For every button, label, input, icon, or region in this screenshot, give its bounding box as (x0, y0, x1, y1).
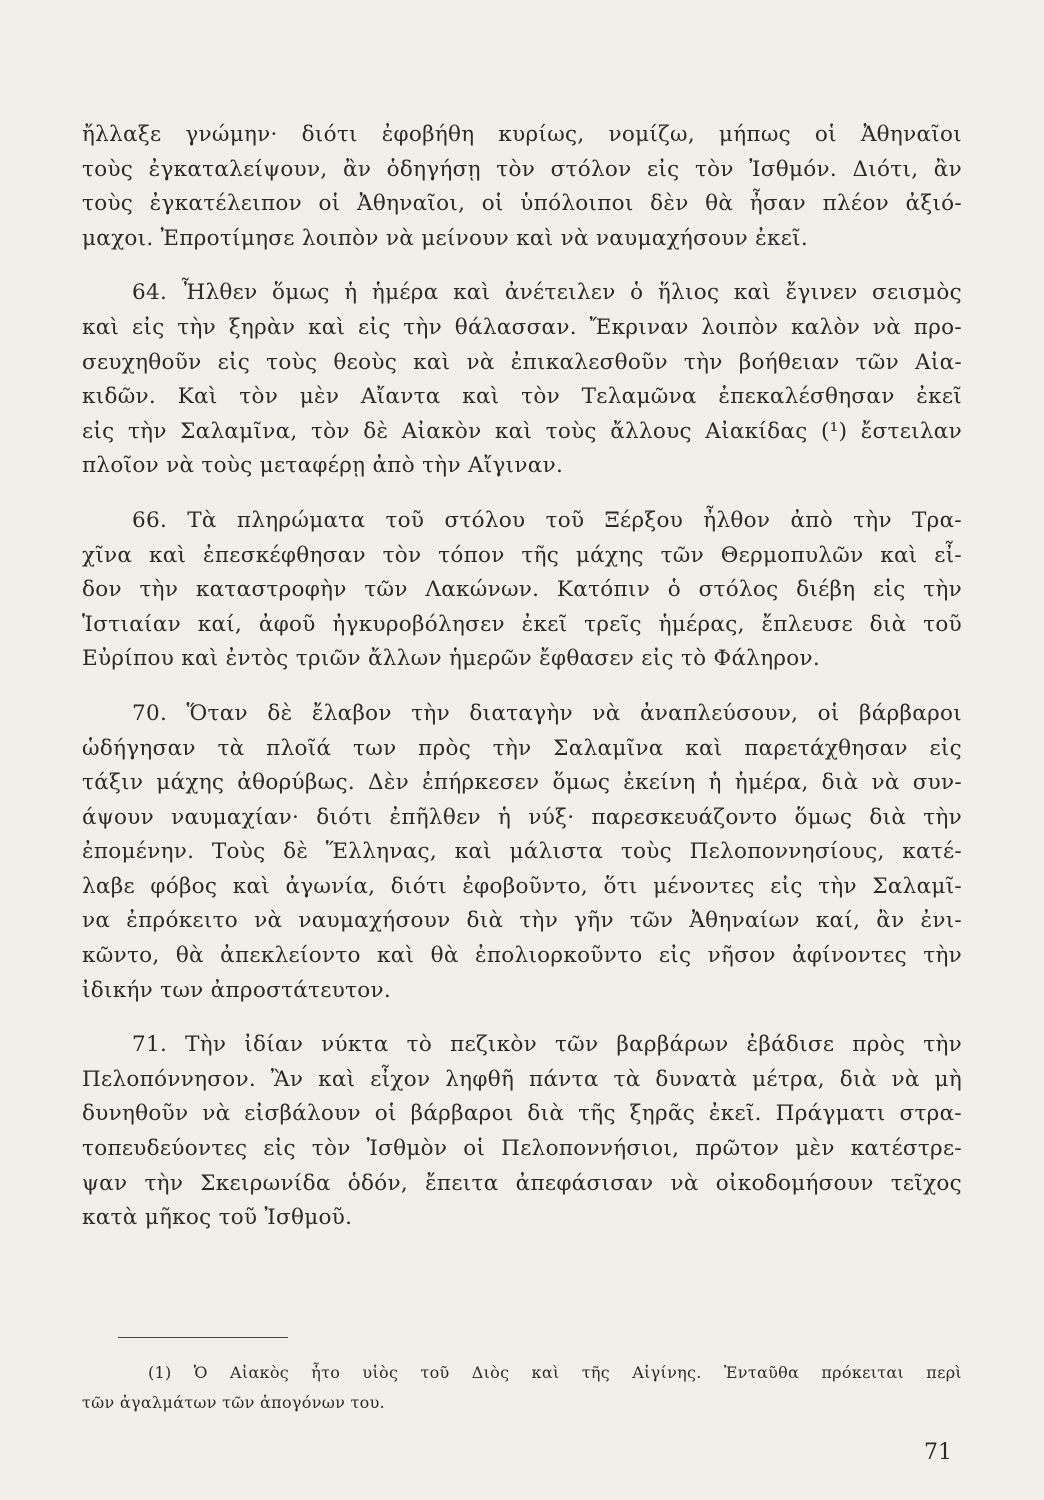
footnote (82, 1358, 962, 1418)
text-line: δυνηθοῦν νὰ εἰσβάλουν οἱ βάρβαροι διὰ τῆς ξηρᾶς ἐκεῖ. Πράγματι στρα- (82, 1101, 962, 1127)
text-line: κῶντο, θὰ ἀπεκλείοντο καὶ θὰ ἐπολιορκοῦντο εἰς νῆσον ἀφίνοντες τὴν (82, 943, 962, 969)
text-line: ἰδικήν των ἀπροστάτευτον. (82, 977, 392, 1003)
main-text (82, 118, 962, 1256)
text-line: πλοῖον νὰ τοὺς μεταφέρῃ ἀπὸ τὴν Αἴγιναν. (82, 453, 564, 479)
text-line: χῖνα καὶ ἐπεσκέφθησαν τὸν τόπον τῆς μάχης τῶν Θερμοπυλῶν καὶ εἶ- (82, 542, 962, 568)
footnote-line: (1) Ὁ Αἰακὸς ἦτο υἱὸς τοῦ Διὸς καὶ τῆς Αἰγίνης. Ἐνταῦθα πρόκειται περὶ (148, 1363, 962, 1382)
text-line: ἐπομένην. Τοὺς δὲ Ἕλληνας, καὶ μάλιστα τοὺς Πελοποννησίους, κατέ- (82, 839, 962, 865)
text-line: ἤλλαξε γνώμην· διότι ἐφοβήθη κυρίως, νομίζω, μήπως οἱ Ἀθηναῖοι (82, 122, 962, 147)
text-line: κιδῶν. Καὶ τὸν μὲν Αἴαντα καὶ τὸν Τελαμῶνα ἐπεκαλέσθησαν ἐκεῖ (82, 384, 962, 410)
text-line: ψαν τὴν Σκειρωνίδα ὁδόν, ἔπειτα ἀπεφάσισαν νὰ οἰκοδομήσουν τεῖχος (82, 1170, 962, 1196)
text-line: τοπευδεύοντες εἰς τὸν Ἰσθμὸν οἱ Πελοποννήσιοι, πρῶτον μὲν κατέστρε- (82, 1136, 962, 1162)
text-line: ὡδήγησαν τὰ πλοῖά των πρὸς τὴν Σαλαμῖνα καὶ παρετάχθησαν εἰς (82, 735, 962, 761)
paragraph-66 (82, 504, 962, 677)
text-line: εἰς τὴν Σαλαμῖνα, τὸν δὲ Αἰακὸν καὶ τοὺς ἄλλους Αἰακίδας (¹) ἔστειλαν (82, 418, 962, 444)
text-line: Ἱστιαίαν καί, ἀφοῦ ἠγκυροβόλησεν ἐκεῖ τρεῖς ἡμέρας, ἔπλευσε διὰ τοῦ (82, 611, 962, 637)
text-line: Εὐρίπου καὶ ἐντὸς τριῶν ἄλλων ἡμερῶν ἔφθασεν εἰς τὸ Φάληρον. (82, 646, 821, 672)
page-number: 71 (924, 1440, 952, 1465)
text-line: τάξιν μάχης ἀθορύβως. Δὲν ἐπήρκεσεν ὅμως ἐκείνη ἡ ἡμέρα, διὰ νὰ συν- (82, 770, 962, 796)
text-line: 64. Ἦλθεν ὅμως ἡ ἡμέρα καὶ ἀνέτειλεν ὁ ἥλιος καὶ ἔγινεν σεισμὸς (132, 280, 962, 306)
paragraph-64 (82, 276, 962, 484)
text-line: τοὺς ἐγκαταλείψουν, ἂν ὁδηγήσῃ τὸν στόλον εἰς τὸν Ἰσθμόν. Διότι, ἂν (82, 156, 962, 182)
paragraph-70 (82, 697, 962, 1008)
text-line: μαχοι. Ἐπροτίμησε λοιπὸν νὰ μείνουν καὶ νὰ ναυμαχήσουν ἐκεῖ. (82, 225, 809, 251)
paragraph-71 (82, 1028, 962, 1236)
text-line: σευχηθοῦν εἰς τοὺς θεοὺς καὶ νὰ ἐπικαλεσθοῦν τὴν βοήθειαν τῶν Αἰα- (82, 349, 962, 375)
text-line: δον τὴν καταστροφὴν τῶν Λακώνων. Κατόπιν ὁ στόλος διέβη εἰς τὴν (82, 577, 962, 603)
text-line: 70. Ὅταν δὲ ἔλαβον τὴν διαταγὴν νὰ ἀναπλεύσουν, οἱ βάρβαροι (132, 700, 962, 726)
text-line: καὶ εἰς τὴν ξηρὰν καὶ εἰς τὴν θάλασσαν. Ἔκριναν λοιπὸν καλὸν νὰ προ- (82, 314, 962, 340)
text-line: τοὺς ἐγκατέλειπον οἱ Ἀθηναῖοι, οἱ ὑπόλοιποι δὲν θὰ ἦσαν πλέον ἀξιό- (82, 191, 962, 217)
footnote-line: τῶν ἀγαλμάτων τῶν ἀπογόνων του. (82, 1393, 385, 1412)
text-line: Πελοπόννησον. Ἂν καὶ εἶχον ληφθῆ πάντα τὰ δυνατὰ μέτρα, διὰ νὰ μὴ (82, 1066, 962, 1092)
text-line: 71. Τὴν ἰδίαν νύκτα τὸ πεζικὸν τῶν βαρβάρων ἐβάδισε πρὸς τὴν (132, 1032, 962, 1058)
text-line: λαβε φόβος καὶ ἀγωνία, διότι ἐφοβοῦντο, ὅτι μένοντες εἰς τὴν Σαλαμῖ- (82, 873, 962, 899)
footnote-rule (118, 1337, 288, 1338)
paragraph-continuation (82, 118, 962, 256)
text-line: άψουν ναυμαχίαν· διότι ἐπῆλθεν ἡ νύξ· παρεσκευάζοντο ὅμως διὰ τὴν (82, 804, 962, 830)
text-line: 66. Τὰ πληρώματα τοῦ στόλου τοῦ Ξέρξου ἦλθον ἀπὸ τὴν Τρα- (132, 507, 962, 533)
text-line: κατὰ μῆκος τοῦ Ἰσθμοῦ. (82, 1205, 353, 1231)
text-line: να ἐπρόκειτο νὰ ναυμαχήσουν διὰ τὴν γῆν τῶν Ἀθηναίων καί, ἂν ἐνι- (82, 908, 962, 934)
